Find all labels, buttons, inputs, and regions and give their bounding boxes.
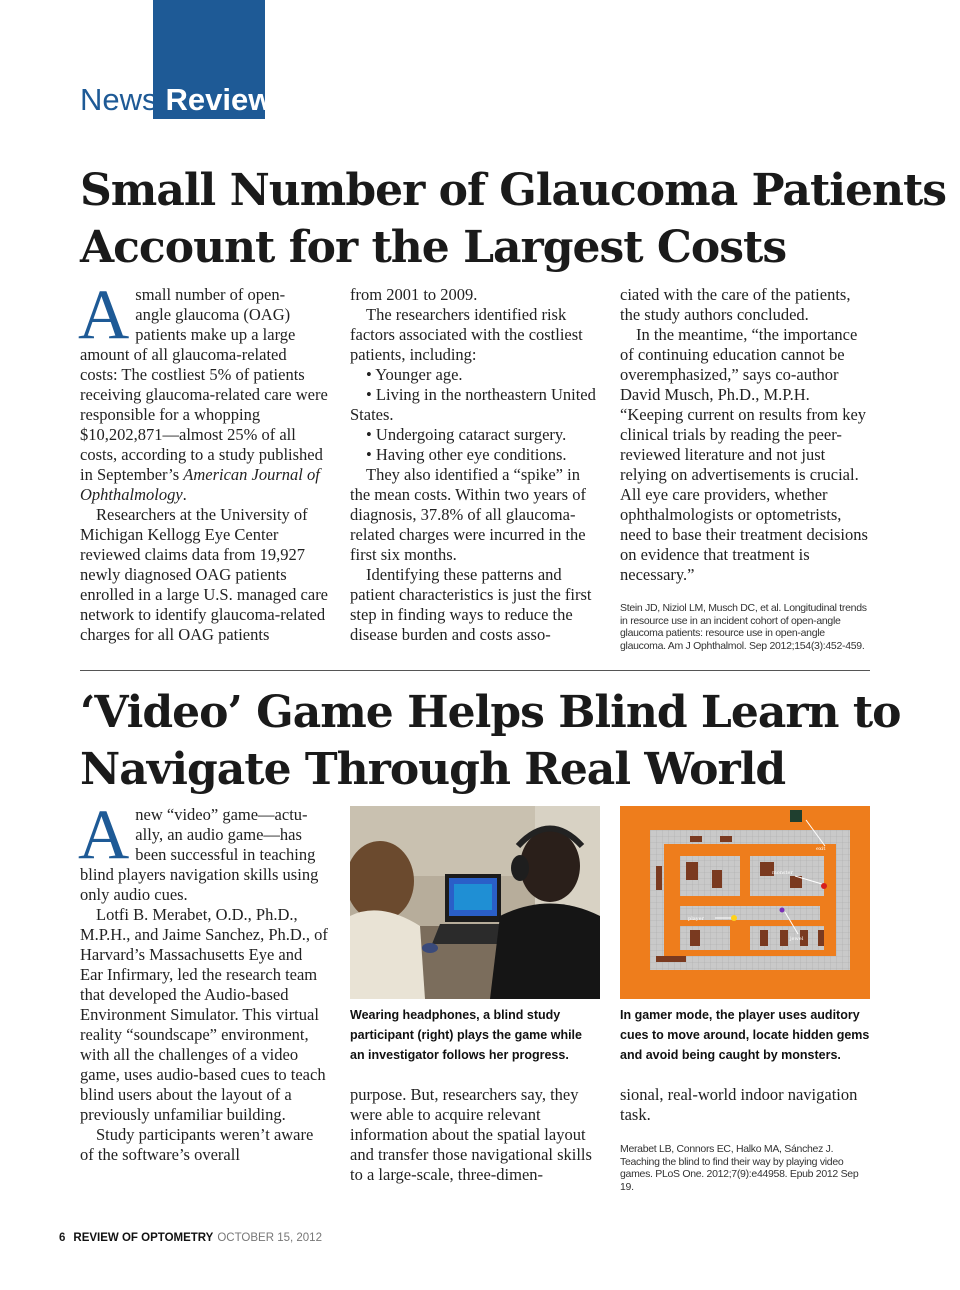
article1-dropcap: A — [78, 276, 130, 354]
page-footer — [59, 1231, 322, 1245]
article1-text: angle glaucoma (OAG) — [135, 305, 291, 324]
risk-factor-item: • Having other eye conditions. — [366, 445, 567, 464]
game-label-player: player — [688, 916, 704, 922]
article2-reference: Merabet LB, Connors EC, Halko MA, Sánchez J. Teaching the blind to find their way by playing video games. PLoS One. 2012;7(9):e44958. Epub 2012 Sep 19. — [620, 1143, 859, 1193]
article1-column-1 — [78, 276, 329, 645]
article1-paragraph: The researchers identified risk factors associated with the costliest patients, including: — [350, 305, 583, 364]
journal-name: American Journal of Ophthalmology — [80, 465, 320, 504]
article2-text: been successful in teaching blind players navigation skills using only audio cues. — [80, 845, 319, 904]
article1-paragraph: ciated with the care of the patients, the study authors concluded. — [620, 285, 851, 324]
risk-factor-item: • Undergoing cataract surgery. — [366, 425, 567, 444]
article1-paragraph: from 2001 to 2009. — [350, 285, 478, 304]
study-participant-photo — [350, 806, 600, 999]
article2-text: ally, an audio game—has — [135, 825, 302, 844]
jewel-marker — [780, 908, 785, 913]
risk-factor-item: • Living in the northeastern United States. — [350, 385, 596, 424]
game-caption: In gamer mode, the player uses auditory cues to move around, locate hidden gems and avoid being caught by monsters. — [620, 1008, 870, 1062]
kicker-review: Review — [165, 82, 273, 117]
article2-headline-line1: ‘Video’ Game Helps Blind Learn to — [80, 687, 901, 738]
game-label-jewel: jewel — [790, 936, 804, 942]
article2-dropcap: A — [78, 796, 130, 874]
article2-column-2 — [350, 1085, 600, 1185]
article1-paragraph: They also identified a “spike” in the mean costs. Within two years of diagnosis, 37.8% of all glaucoma-related charges were incurred in the first six months. — [350, 465, 586, 564]
monster-marker — [821, 883, 827, 889]
article1-text: small number of open- — [135, 285, 286, 304]
section-divider — [80, 670, 870, 671]
article1-column-3 — [620, 285, 872, 585]
article2-paragraph: purpose. But, researchers say, they were able to acquire relevant information about the spatial layout and transfer those navigational skills to a large-scale, three-dimen- — [350, 1085, 592, 1184]
article2-headline-line2: Navigate Through Real World — [80, 744, 786, 795]
article1-reference: Stein JD, Niziol LM, Musch DC, et al. Longitudinal trends in resource use in an incident cohort of open-angle glaucoma patients: resource use in open-angle glaucoma. Am J Ophthalmol. Sep 2012;154(3):452-459. — [620, 602, 867, 652]
game-label-exit: exit — [816, 846, 826, 852]
article2-column-1 — [78, 796, 328, 1165]
article1-text: patients make up a large amount of all glaucoma-related costs: The costliest 5% of patients receiving glaucoma-related care were responsible for a whopping $10,202,871—almost 25% of all costs, according to a study published in September’s — [80, 325, 328, 484]
article1-column-2 — [350, 285, 600, 645]
publication-name: REVIEW OF OPTOMETRY — [73, 1232, 214, 1244]
article2-paragraph: sional, real-world indoor navigation task. — [620, 1085, 858, 1124]
article1-paragraph: Researchers at the University of Michigan Kellogg Eye Center reviewed claims data from 19,927 newly diagnosed OAG patients enrolled in a large U.S. managed care network to identify glaucoma-related charges for all OAG patients — [80, 505, 329, 644]
article1-paragraph: Identifying these patterns and patient characteristics is just the first step in finding ways to reduce the disease burden and costs asso- — [350, 565, 592, 644]
study-participant-illustration — [350, 806, 600, 999]
kicker-news: News — [80, 82, 158, 117]
article2-column-3 — [620, 1085, 870, 1125]
article2-paragraph: Study participants weren’t aware of the software’s overall — [80, 1125, 314, 1164]
article1-text: . — [182, 485, 187, 504]
game-map-illustration — [620, 806, 870, 999]
page-number: 6 — [59, 1232, 66, 1244]
article1-headline-line1: Small Number of Glaucoma Patients — [80, 165, 947, 216]
article1-headline-line2: Account for the Largest Costs — [80, 222, 787, 273]
section-kicker — [80, 80, 272, 120]
article2-text: new “video” game—actu- — [135, 805, 308, 824]
article2-paragraph: Lotfi B. Merabet, O.D., Ph.D., M.P.H., and Jaime Sanchez, Ph.D., of Harvard’s Massachusetts Eye and Ear Infirmary, led the research team that developed the Audio-based Environment Simulator. This virtual reality “soundscape” environment, with all the challenges of a video game, uses audio-based cues to teach blind users about the layout of a previously unfamiliar building. — [80, 905, 328, 1124]
photo-caption: Wearing headphones, a blind study participant (right) plays the game while an investigator follows her progress. — [350, 1008, 582, 1062]
issue-date: OCTOBER 15, 2012 — [217, 1232, 322, 1244]
game-map-screenshot — [620, 806, 870, 999]
article1-paragraph: In the meantime, “the importance of continuing education cannot be overemphasized,” says co-author David Musch, Ph.D., M.P.H. “Keeping current on results from key clinical trials by reading the peer-reviewed literature and not just relying on advertisements is crucial. All eye care providers, whether ophthalmologists or optometrists, need to base their treatment decisions on evidence that treatment is necessary.” — [620, 325, 868, 584]
risk-factor-item: • Younger age. — [366, 365, 463, 384]
game-label-monster: monster — [772, 870, 793, 876]
player-marker — [731, 915, 737, 921]
